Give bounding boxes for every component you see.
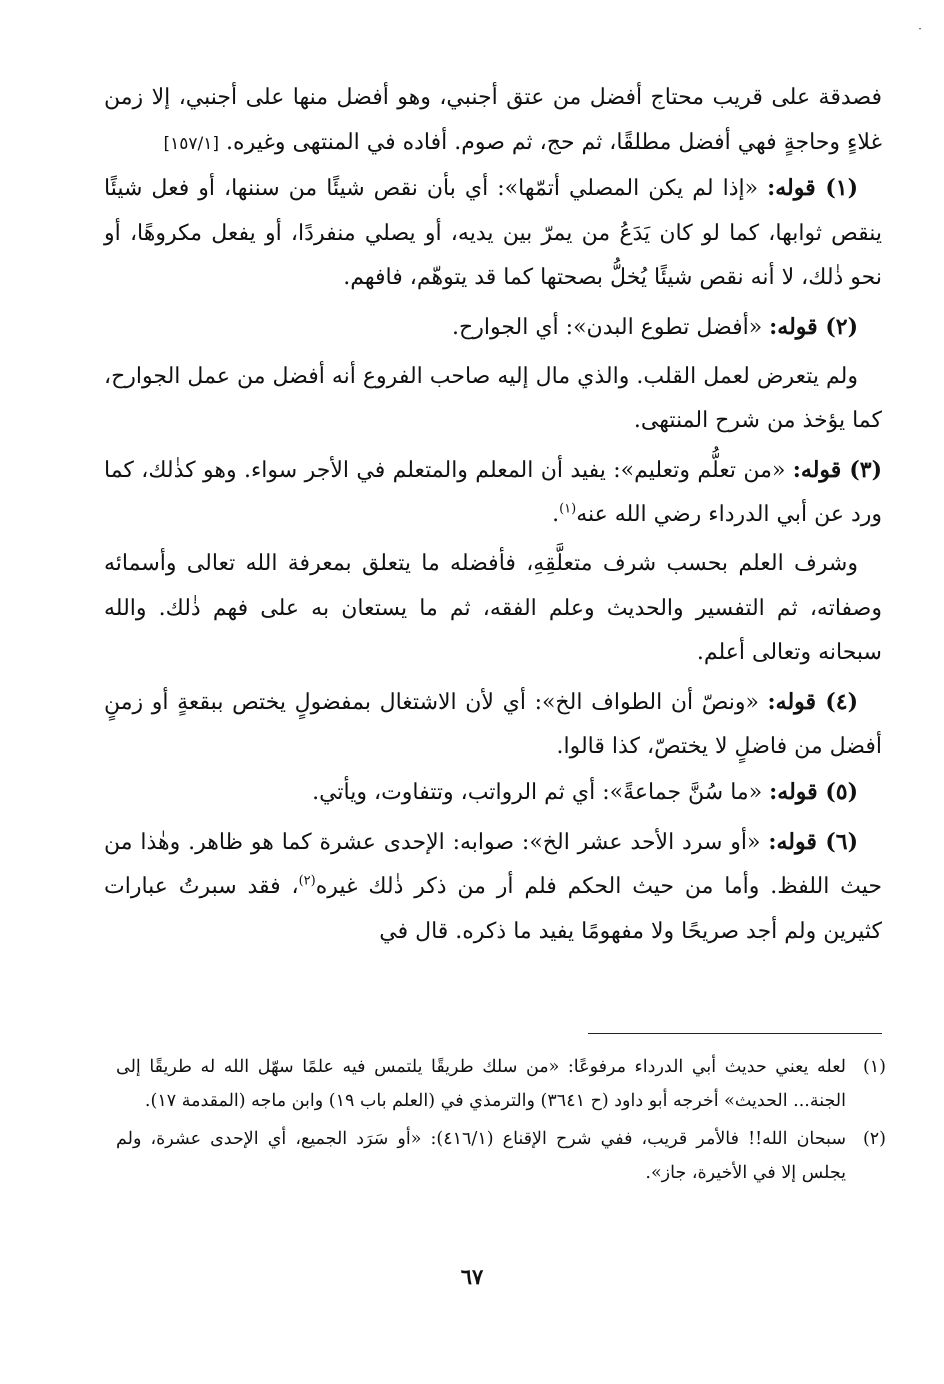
note-3-continuation: وشرف العلم بحسب شرف متعلَّقِهِ، فأفضله ما يتعلق بمعرفة الله تعالى وأسمائه وصفاته، ثم التفسير والحديث وعلم الفقه، ثم ما يستعان به على فهم ذٰلك. والله سبحانه وتعالى أعلم.	[104, 550, 882, 666]
note-5-lead: (٥) قوله:	[769, 778, 858, 805]
footnote-2-text: سبحان الله!! فالأمر قريب، ففي شرح الإقناع (٤١٦/١): «أو سَرَد الجميع، أي الإحدى عشرة، ولم يجلس إلا في الأخيرة، جاز».	[116, 1129, 846, 1183]
footnote-1-text: لعله يعني حديث أبي الدرداء مرفوعًا: «من سلك طريقًا يلتمس فيه علمًا سهّل الله له طريقًا إلى الجنة... الحديث» أخرجه أبو داود (ح ٣٦٤١) والترمذي في (العلم باب ١٩) وابن ماجه (المقدمة ١٧).	[116, 1057, 846, 1111]
note-3	[104, 448, 882, 538]
note-4-text: «ونصّ أن الطواف الخ»: أي لأن الاشتغال بمفضولٍ يختص ببقعةٍ أو زمنٍ أفضل من فاضلٍ لا يختصّ، كذا قالوا.	[104, 689, 882, 760]
note-3-end: .	[552, 502, 560, 528]
footnote-separator	[588, 1033, 882, 1034]
note-5	[104, 770, 882, 816]
note-1	[104, 166, 882, 301]
note-3-lead: (٣) قوله:	[792, 456, 882, 483]
marginal-reference: [١٥٧/١]	[163, 133, 220, 154]
note-2-text: «أفضل تطوع البدن»: أي الجوارح.	[452, 314, 763, 340]
footnote-2	[116, 1122, 886, 1190]
main-text	[104, 76, 882, 954]
footnote-1	[116, 1050, 886, 1118]
footnote-2-number: (٢)	[862, 1129, 886, 1149]
paragraph-opening	[104, 76, 882, 166]
note-4-lead: (٤) قوله:	[767, 688, 858, 715]
note-6	[104, 820, 882, 955]
footnote-ref-2[interactable]: (٢)	[298, 873, 316, 889]
footnote-ref-1[interactable]: (١)	[559, 502, 577, 518]
note-6-text-b: ، فقد سبرتُ عبارات كثيرين ولم أجد صريحًا ولا مفهومًا يفيد ما ذكره. قال في	[104, 874, 882, 944]
note-4	[104, 680, 882, 770]
corner-mark: ·	[918, 22, 922, 36]
note-1-text: «إذا لم يكن المصلي أتمّها»: أي بأن نقص شيئًا من سننها، أو فعل شيئًا ينقص ثوابها، كما لو كان يَدَعُ من يمرّ بين يديه، أو يصلي منفردًا، أو يفعل مكروهًا، أو نحو ذٰلك، لا أنه نقص شيئًا يُخلُّ بصحتها كما قد يتوهّم، فافهم.	[104, 176, 882, 291]
note-6-text-a: «أو سرد الأحد عشر الخ»: صوابه: الإحدى عشرة كما هو ظاهر. وهٰذا من حيث اللفظ. وأما من حيث الحكم فلم أر من ذكر ذٰلك غيره	[104, 829, 882, 900]
footnote-1-number: (١)	[862, 1057, 886, 1077]
page-number: ٦٧	[460, 1264, 484, 1289]
note-1-lead: (١) قوله:	[767, 175, 858, 202]
opening-text: فصدقة على قريب محتاج أفضل من عتق أجنبي، وهو أفضل منها على أجنبي، إلا زمن غلاءٍ وحاجةٍ فهي أفضل مطلقًا، ثم حج، ثم صوم. أفاده في المنتهى وغيره.	[104, 85, 882, 155]
note-2-lead: (٢) قوله:	[769, 313, 858, 340]
note-2-continuation: ولم يتعرض لعمل القلب. والذي مال إليه صاحب الفروع أنه أفضل من عمل الجوارح، كما يؤخذ من شرح المنتهى.	[104, 363, 882, 434]
note-3-text: «من تعلُّم وتعليم»: يفيد أن المعلم والمتعلم في الأجر سواء. وهو كذٰلك، كما ورد عن أبي الدرداء رضي الله عنه	[104, 457, 882, 528]
note-5-text: «ما سُنَّ جماعةً»: أي ثم الرواتب، وتتفاوت، ويأتي.	[312, 779, 763, 805]
note-6-lead: (٦) قوله:	[768, 828, 859, 855]
footnotes	[116, 1050, 886, 1194]
note-2	[104, 305, 882, 351]
